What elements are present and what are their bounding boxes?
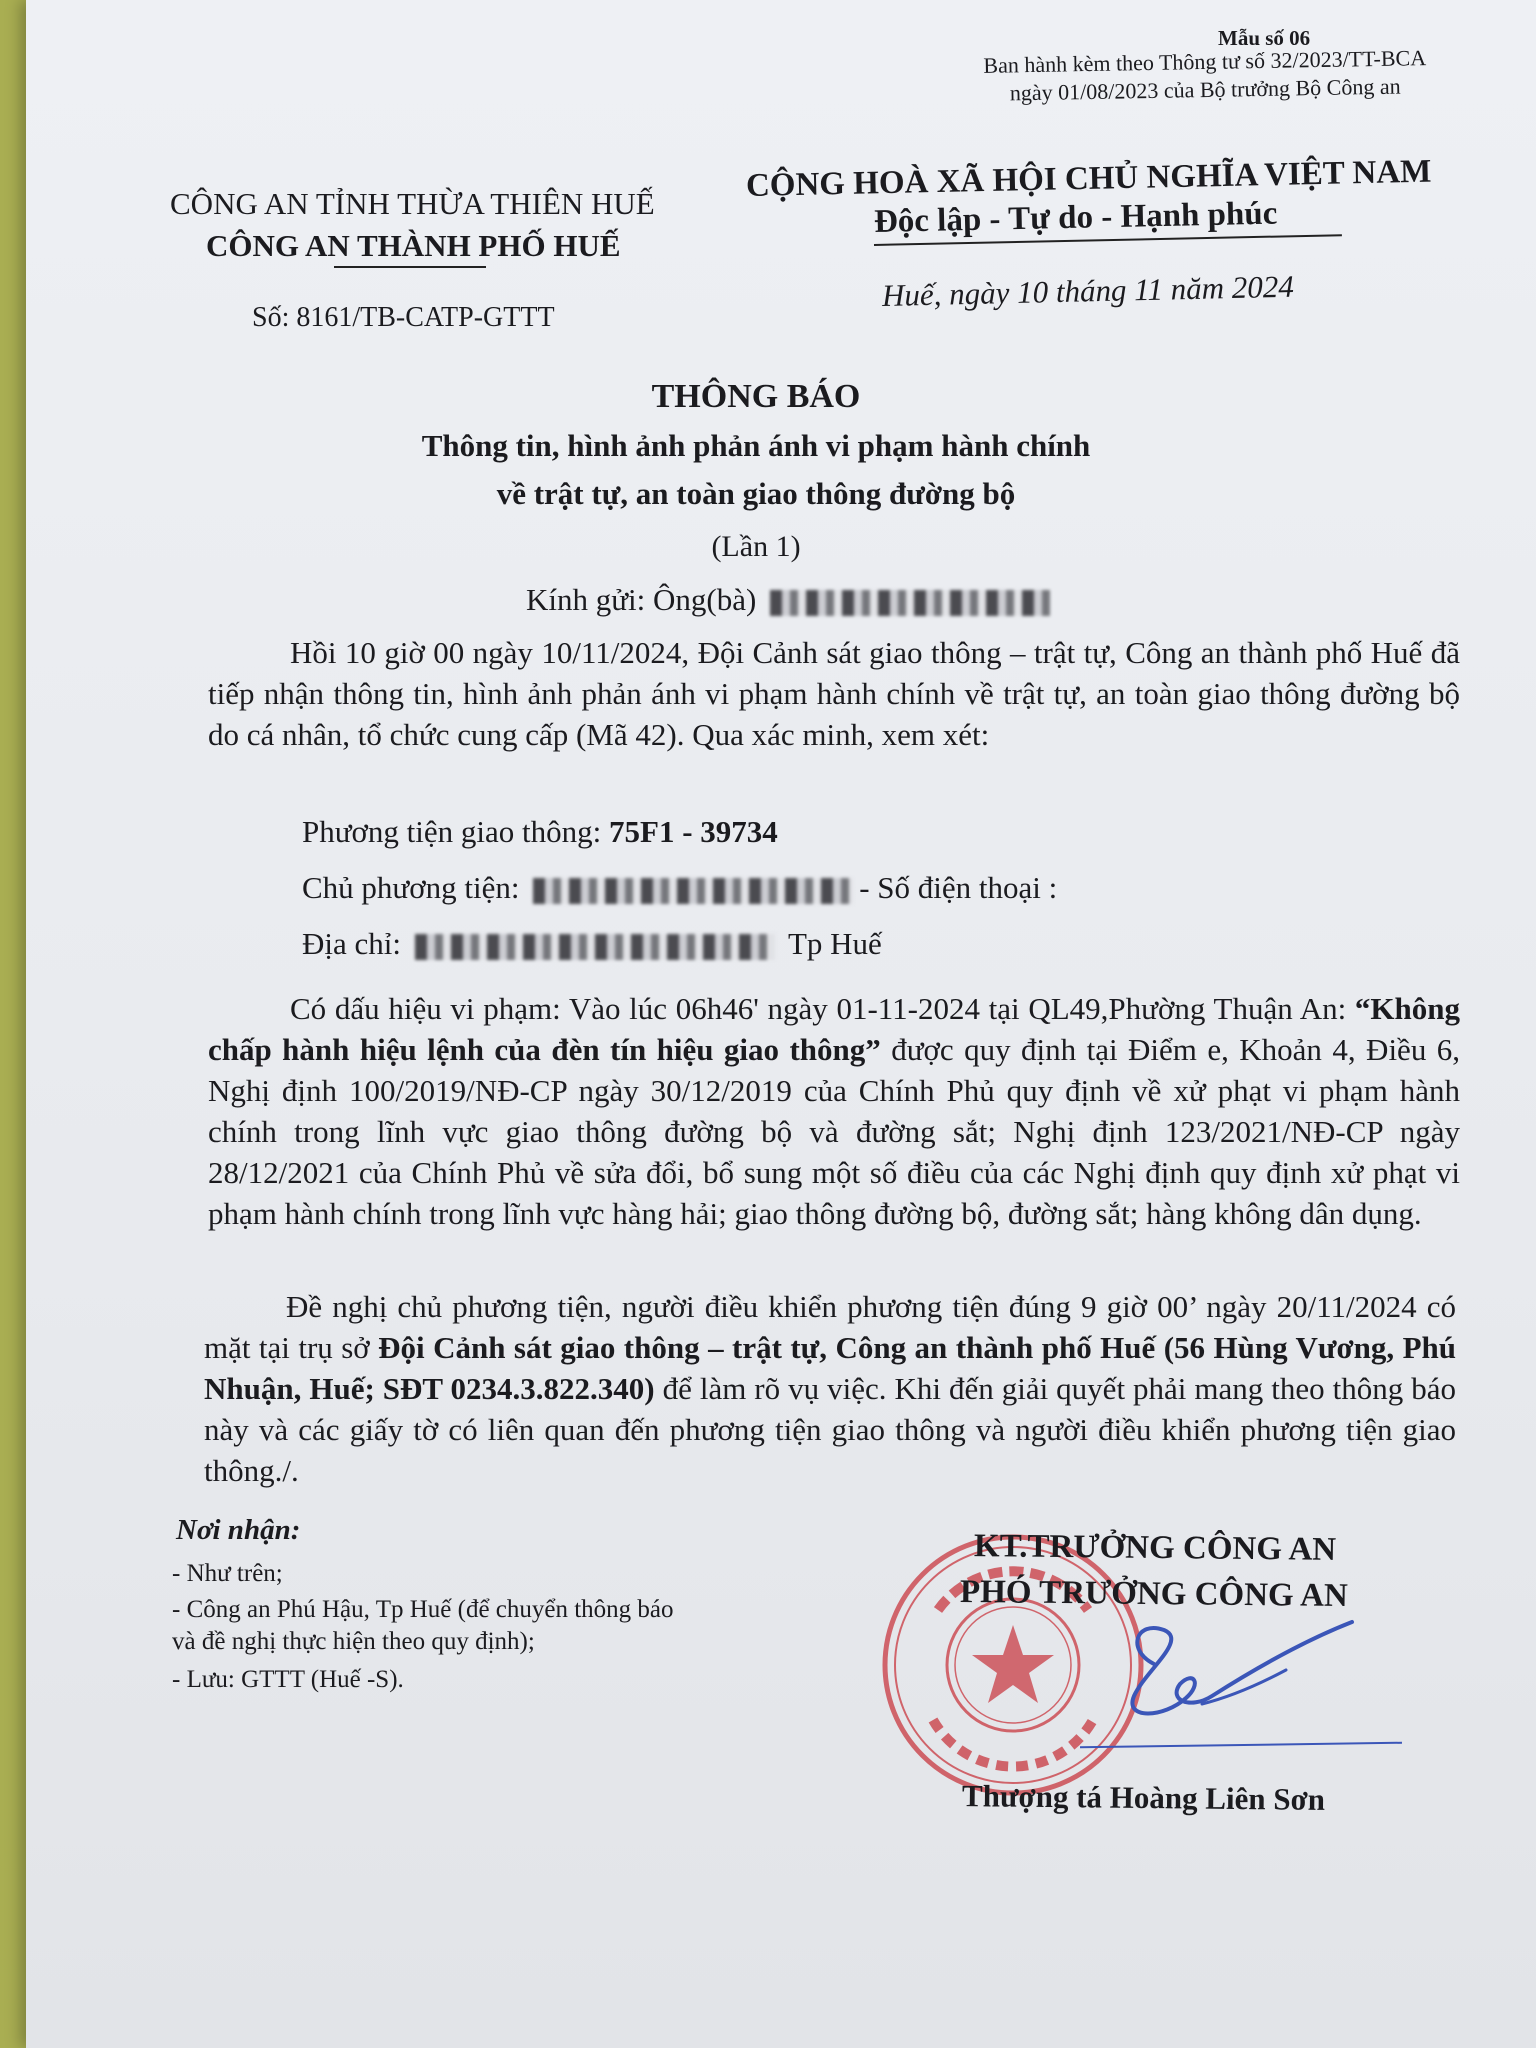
recipient-label: Kính gửi: Ông(bà): [526, 582, 757, 617]
issuance-note: [940, 43, 1471, 108]
vehicle-label: Phương tiện giao thông:: [302, 814, 610, 849]
signer-name: Thượng tá Hoàng Liên Sơn: [961, 1778, 1326, 1817]
phone-label: - Số điện thoại :: [859, 870, 1058, 905]
issuance-line-1: Ban hành kèm theo Thông tư số 32/2023/TT-BCA: [983, 45, 1427, 78]
form-number: Mẫu số 06: [1218, 26, 1311, 50]
address-label: Địa chỉ:: [302, 926, 409, 961]
address-line: [302, 926, 882, 962]
nation-title: CỘNG HOÀ XÃ HỘI CHỦ NGHĨA VIỆT NAM: [745, 153, 1432, 204]
redacted-name: [770, 590, 1050, 616]
org-name: CÔNG AN THÀNH PHỐ HUẾ: [206, 228, 621, 263]
org-parent: CÔNG AN TỈNH THỪA THIÊN HUẾ: [170, 186, 655, 221]
violation-name: “Không chấp hành hiệu lệnh của đèn tín hiệu giao thông”: [208, 991, 1460, 1067]
violation-paragraph: [208, 988, 1460, 1234]
recipient-line: [526, 582, 1056, 618]
address-city: Tp Huế: [787, 926, 882, 961]
request-paragraph: [204, 1286, 1456, 1491]
violation-text-a: Có dấu hiệu vi phạm: Vào lúc 06h46' ngày 01-11-2024 tại QL49,Phường Thuận An:: [290, 991, 1355, 1026]
redacted-address: [415, 934, 775, 960]
signer-title-1: KT.TRƯỞNG CÔNG AN: [973, 1528, 1337, 1568]
issuance-line-2: ngày 01/08/2023 của Bộ trưởng Bộ Công an: [1009, 73, 1401, 106]
intro-paragraph: [208, 632, 1460, 755]
intro-text: Hồi 10 giờ 00 ngày 10/11/2024, Đội Cảnh sát giao thông – trật tự, Công an thành phố Huế đã tiếp nhận thông tin, hình ảnh phản ánh vi phạm hành chính về trật tự, an toàn giao thông đường bộ do cá nhân, tổ chức cung cấp (Mã 42). Qua xác minh, xem xét:: [208, 635, 1460, 752]
document-date: Huế, ngày 10 tháng 11 năm 2024: [881, 268, 1295, 313]
redacted-owner: [533, 878, 853, 904]
violation-text-b: được quy định tại Điểm e, Khoản 4, Điều 6, Nghị định 100/2019/NĐ-CP ngày 30/12/2019 của Chính Phủ quy định về xử phạt vi phạm hành chính trong lĩnh vực giao thông đường bộ và đường sắt; Nghị định 123/2021/NĐ-CP ngày 28/12/2021 của Chính Phủ về sửa đổi, bổ sung một số điều của các Nghị định quy định xử phạt vi phạm hành chính trong lĩnh vực hàng hải; giao thông đường bộ, đường sắt; hàng không dân dụng.: [208, 1032, 1461, 1231]
recipient-item: - Lưu: GTTT (Huế -S).: [172, 1666, 404, 1693]
document-page: [26, 0, 1536, 2048]
document-subtitle-2: về trật tự, an toàn giao thông đường bộ: [496, 476, 1016, 511]
request-text-b: để làm rõ vụ việc. Khi đến giải quyết phải mang theo thông báo này và các giấy tờ có liên quan đến phương tiện giao thông và người điều khiển phương tiện giao thông./.: [204, 1371, 1456, 1488]
vehicle-plate: 75F1 - 39734: [609, 814, 778, 849]
owner-line: [302, 870, 1057, 906]
org-underline: [334, 266, 486, 268]
request-text-a: Đề nghị chủ phương tiện, người điều khiển phương tiện đúng 9 giờ 00’ ngày 20/11/2024 có mặt tại trụ sở: [204, 1289, 1456, 1365]
request-location: Đội Cảnh sát giao thông – trật tự, Công an thành phố Huế (56 Hùng Vương, Phú Nhuận, Huế; SĐT 0234.3.822.340): [204, 1330, 1456, 1406]
document-title: THÔNG BÁO: [651, 378, 861, 415]
owner-label: Chủ phương tiện:: [302, 870, 528, 905]
recipient-item: và đề nghị thực hiện theo quy định);: [172, 1628, 535, 1655]
document-number: Số: 8161/TB-CATP-GTTT: [252, 302, 555, 333]
notice-round: (Lần 1): [711, 530, 801, 563]
recipients-heading: Nơi nhận:: [176, 1514, 301, 1546]
nation-motto: Độc lập - Tự do - Hạnh phúc: [873, 195, 1278, 240]
star-icon: [972, 1625, 1054, 1703]
signer-title-2: PHÓ TRƯỞNG CÔNG AN: [959, 1573, 1348, 1615]
handwritten-signature: [1106, 1600, 1366, 1750]
document-subtitle-1: Thông tin, hình ảnh phản ánh vi phạm hành chính: [421, 428, 1091, 463]
recipient-item: - Công an Phú Hậu, Tp Huế (để chuyển thông báo: [172, 1596, 674, 1623]
recipient-item: - Như trên;: [172, 1560, 283, 1587]
vehicle-line: [302, 814, 778, 850]
